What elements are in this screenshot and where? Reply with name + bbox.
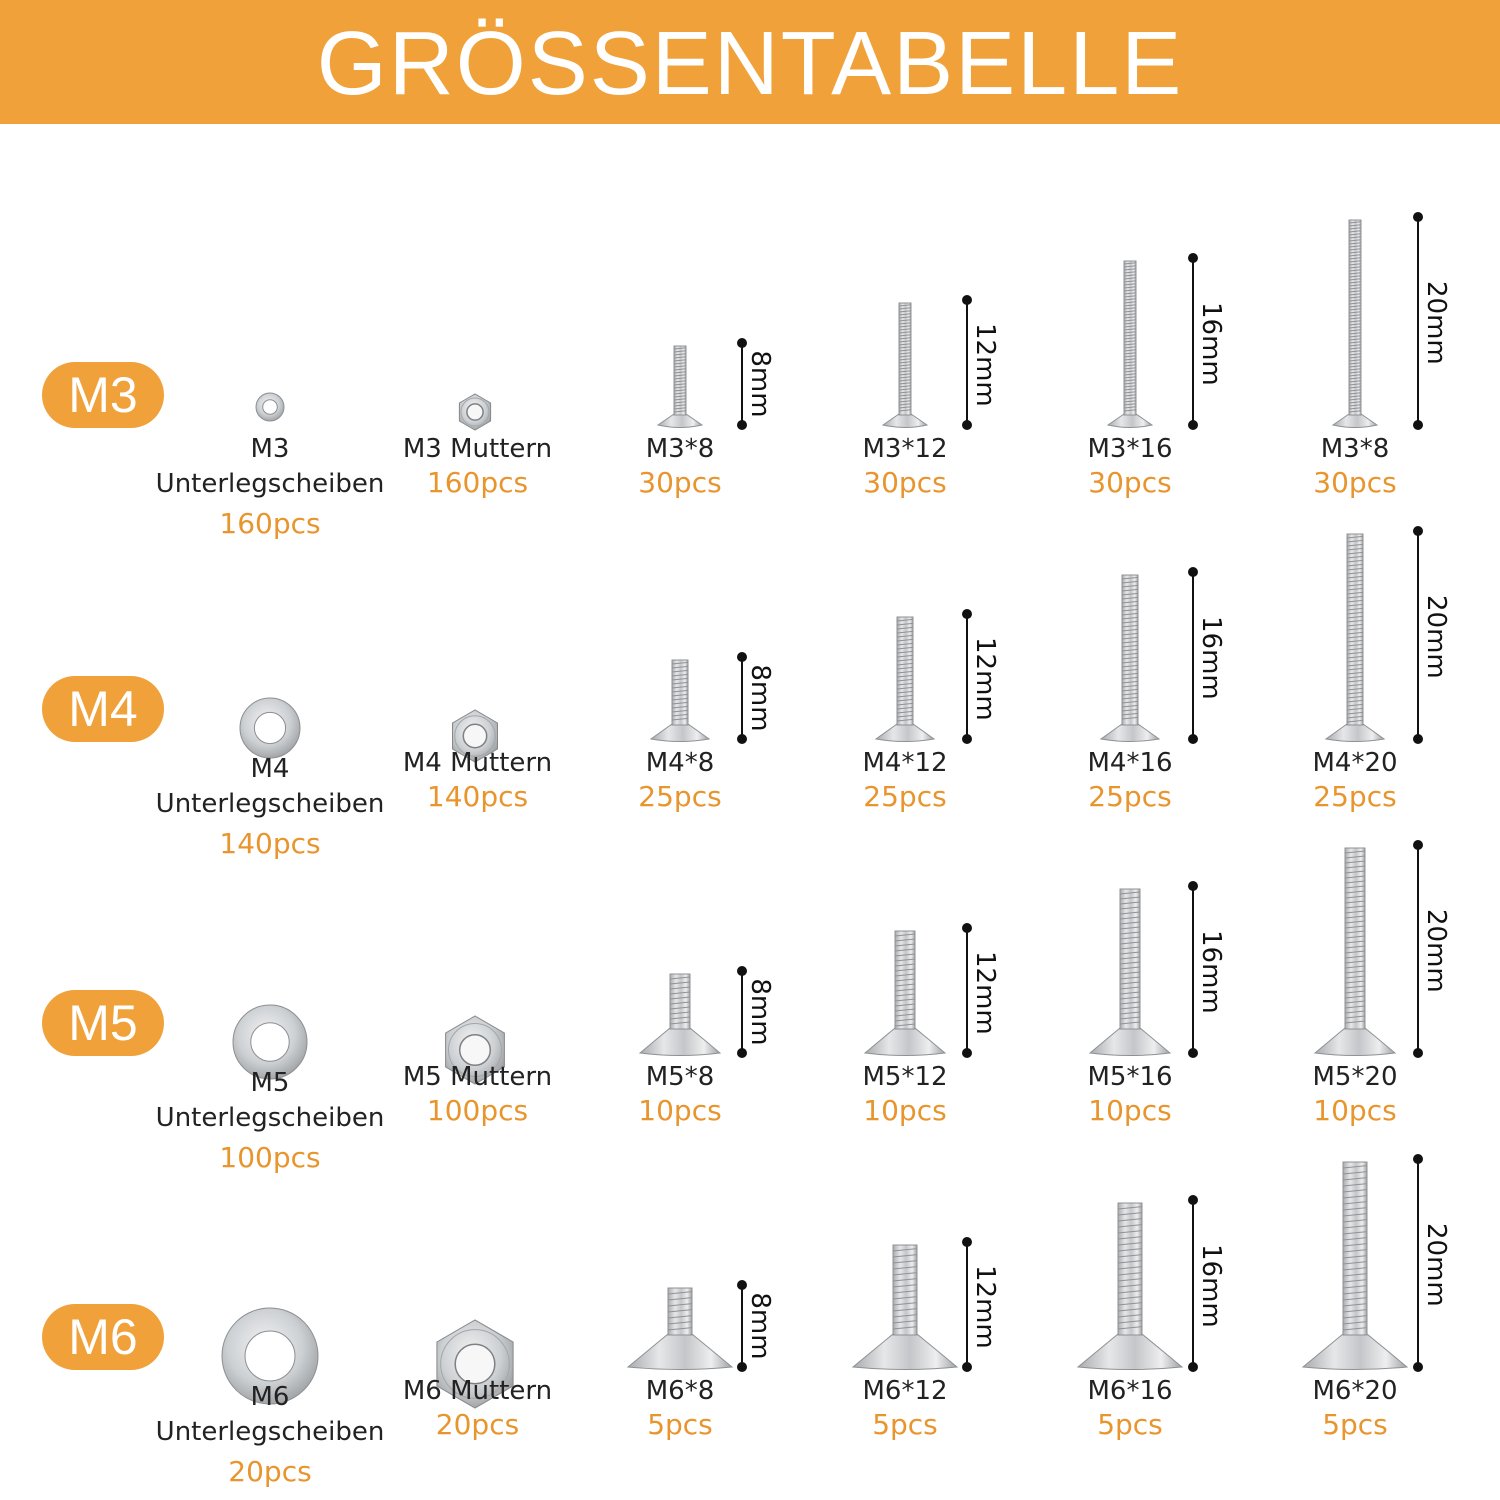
nut-label: M4 Muttern [402,748,553,778]
washer-type-label: Unterlegscheiben [155,469,385,499]
countersunk-screw-image [1103,258,1157,431]
screw-quantity: 30pcs [1313,466,1397,499]
nut-quantity: 20pcs [435,1408,520,1441]
length-label: 20mm [1421,1223,1451,1307]
screw-item [1265,1060,1445,1127]
screw-quantity: 5pcs [1097,1408,1163,1441]
countersunk-screw-image [1298,1159,1412,1373]
size-row-m6 [0,1142,1500,1488]
length-label: 12mm [970,950,1000,1035]
nut-quantity: 160pcs [426,466,529,499]
length-label: 16mm [1196,615,1226,700]
nut-label: M6 Muttern [402,1376,553,1406]
screw-item [1040,746,1220,813]
washer-quantity: 100pcs [219,1141,321,1174]
length-label: 12mm [970,636,1000,721]
nut-item [355,746,600,813]
nut-item [355,1374,600,1441]
washer-quantity: 20pcs [228,1455,312,1488]
screw-quantity: 25pcs [638,780,722,813]
length-label: 16mm [1196,1243,1226,1328]
nut-item [355,1060,600,1127]
washer-type-label: Unterlegscheiben [155,789,385,819]
screw-item [590,1374,770,1441]
countersunk-screw-image [1310,845,1400,1059]
size-badge: M4 [42,676,164,742]
length-label: 12mm [970,322,1000,407]
screw-quantity: 25pcs [1088,780,1172,813]
countersunk-screw-image [653,343,707,431]
size-badge: M3 [42,362,164,428]
length-label: 16mm [1196,929,1226,1014]
size-row-m4 [0,514,1500,860]
screw-quantity: 5pcs [872,1408,938,1441]
length-label: 20mm [1421,595,1451,679]
washer-type-label: Unterlegscheiben [155,1417,385,1447]
screw-size-label: M3*8 [645,434,715,464]
length-label: 20mm [1421,909,1451,993]
length-label: 8mm [745,978,775,1046]
screw-item [1040,1374,1220,1441]
countersunk-screw-image [871,614,939,745]
nut-quantity: 140pcs [426,780,529,813]
screw-quantity: 10pcs [1313,1094,1397,1127]
washer-size-label: M6 [250,1382,290,1412]
screw-size-label: M4*20 [1312,748,1398,778]
size-row-m3 [0,200,1500,540]
screw-item [1265,746,1445,813]
screw-item [1265,432,1445,499]
screw-quantity: 10pcs [863,1094,947,1127]
screw-size-label: M5*8 [645,1062,715,1092]
length-label: 8mm [745,1292,775,1360]
screw-quantity: 30pcs [638,466,722,499]
screw-size-label: M5*20 [1312,1062,1398,1092]
screw-item [1040,432,1220,499]
countersunk-screw-image [1085,886,1175,1059]
countersunk-screw-image [848,1242,962,1373]
screw-size-label: M5*16 [1087,1062,1173,1092]
screw-quantity: 10pcs [638,1094,722,1127]
screw-size-label: M6*20 [1312,1376,1398,1406]
screw-item [1265,1374,1445,1441]
screw-size-label: M6*12 [862,1376,948,1406]
screw-quantity: 10pcs [1088,1094,1172,1127]
length-label: 16mm [1196,301,1226,386]
countersunk-screw-image [646,657,714,745]
size-badge: M5 [42,990,164,1056]
countersunk-screw-image [1073,1200,1187,1373]
countersunk-screw-image [623,1285,737,1373]
countersunk-screw-image [635,971,725,1059]
washer-quantity: 140pcs [219,827,321,860]
countersunk-screw-image [860,928,950,1059]
nut-label: M5 Muttern [402,1062,553,1092]
screw-quantity: 5pcs [647,1408,713,1441]
screw-size-label: M4*16 [1087,748,1173,778]
screw-item [1040,1060,1220,1127]
size-row-m5 [0,828,1500,1174]
screw-size-label: M4*8 [645,748,715,778]
length-label: 8mm [745,350,775,418]
screw-size-label: M5*12 [862,1062,948,1092]
washer-image [238,696,302,760]
screw-size-label: M6*8 [645,1376,715,1406]
countersunk-screw-image [1321,531,1389,745]
screw-quantity: 25pcs [1313,780,1397,813]
size-badge: M6 [42,1304,164,1370]
washer-type-label: Unterlegscheiben [155,1103,385,1133]
screw-item [590,432,770,499]
screw-item [815,1060,995,1127]
nut-item [355,432,600,499]
title-banner [0,0,1500,124]
countersunk-screw-image [878,300,932,431]
screw-size-label: M4*12 [862,748,948,778]
length-label: 8mm [745,664,775,732]
washer-size-label: M5 [250,1068,290,1098]
screw-quantity: 30pcs [1088,466,1172,499]
washer-quantity: 160pcs [219,507,321,540]
screw-size-label: M3*12 [862,434,948,464]
screw-size-label: M3*16 [1087,434,1173,464]
length-label: 20mm [1421,281,1451,365]
screw-item [590,746,770,813]
nut-quantity: 100pcs [426,1094,529,1127]
screw-quantity: 30pcs [863,466,947,499]
countersunk-screw-image [1328,217,1382,431]
screw-item [815,1374,995,1441]
washer-size-label: M3 [250,434,290,464]
washer-image [254,391,286,423]
screw-item [815,432,995,499]
hex-nut-image [455,392,495,432]
screw-item [590,1060,770,1127]
washer-size-label: M4 [250,754,290,784]
screw-quantity: 25pcs [863,780,947,813]
length-label: 12mm [970,1264,1000,1349]
page-title: GRÖSSENTABELLE [316,14,1184,114]
screw-quantity: 5pcs [1322,1408,1388,1441]
screw-size-label: M3*8 [1320,434,1390,464]
nut-label: M3 Muttern [402,434,553,464]
countersunk-screw-image [1096,572,1164,745]
screw-item [815,746,995,813]
screw-size-label: M6*16 [1087,1376,1173,1406]
